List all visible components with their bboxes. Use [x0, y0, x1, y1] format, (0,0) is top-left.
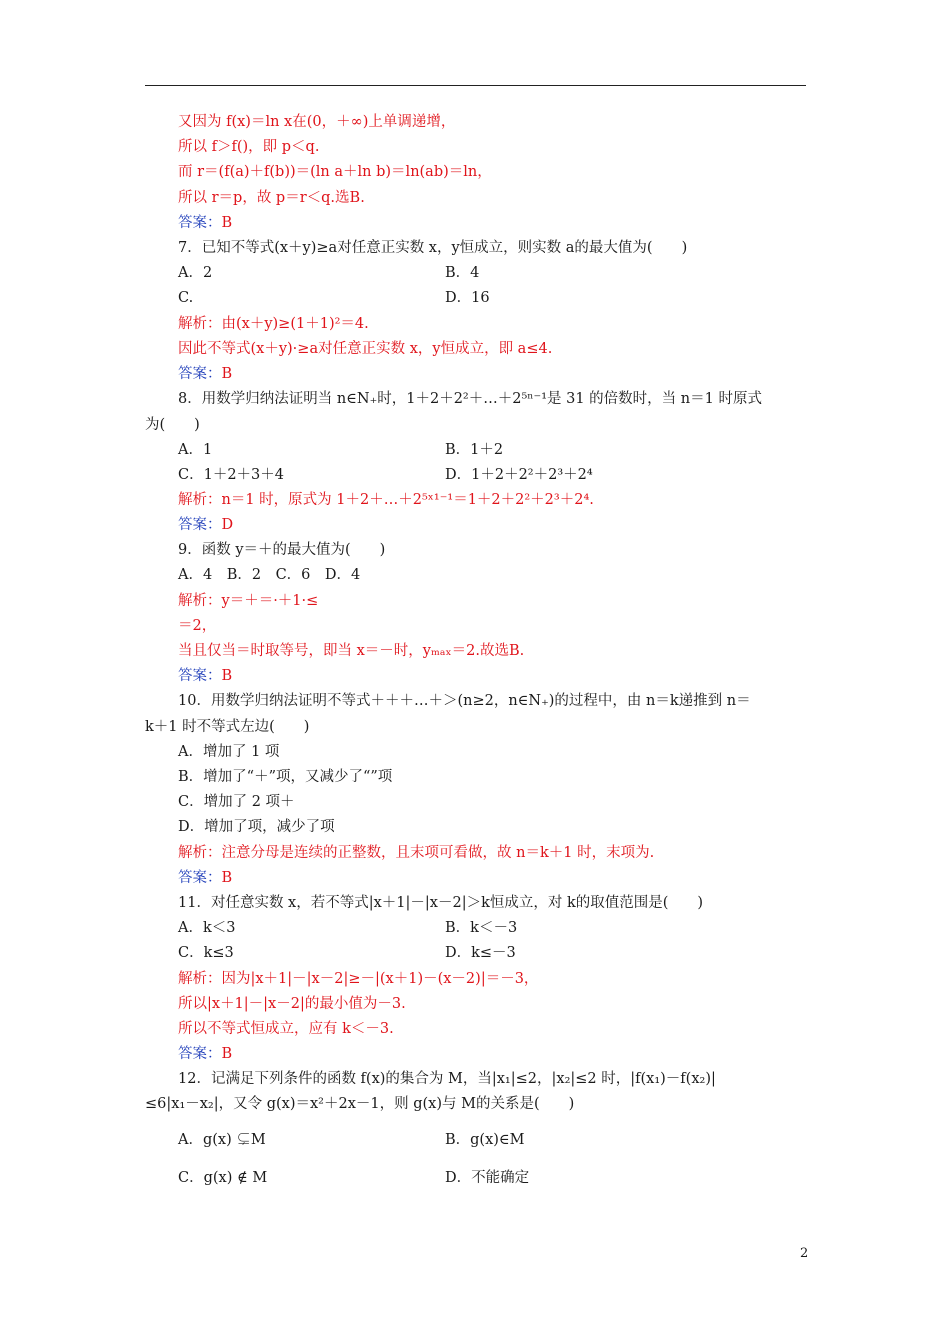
- answer-value: B: [221, 366, 233, 382]
- text-line: 所以 f＞f()，即 p＜q.: [178, 139, 320, 155]
- answer-value: D: [221, 517, 234, 533]
- choice-left: C．1＋2＋3＋4: [178, 467, 284, 483]
- choice-right: D．不能确定: [445, 1170, 530, 1186]
- text-line: 解析：注意分母是连续的正整数，且末项可看做，故 n＝k＋1 时，末项为.: [178, 845, 655, 861]
- choice-right: B．g(x)∈M: [445, 1132, 525, 1148]
- answer-line: [178, 515, 233, 535]
- answer-line: [178, 364, 232, 384]
- text-line: ≤6|x₁－x₂|，又令 g(x)＝x²＋2x－1，则 g(x)与 M的关系是( ): [145, 1096, 575, 1112]
- text-line: 所以 r＝p，故 p＝r＜q.选B.: [178, 190, 365, 206]
- answer-label: 答案：: [178, 215, 222, 231]
- answer-value: B: [221, 1046, 233, 1062]
- page-number: 2: [800, 1246, 809, 1261]
- answer-line: [178, 666, 232, 686]
- text-line: 解析：由(x＋y)≥(1＋1)²＝4.: [178, 316, 369, 332]
- text-line: C．增加了 2 项＋: [178, 794, 295, 810]
- text-line: 又因为 f(x)＝ln x在(0，＋∞)上单调递增，: [178, 114, 456, 130]
- answer-label: 答案：: [178, 668, 222, 684]
- text-line: 解析：因为|x＋1|－|x－2|≥－|(x＋1)－(x－2)|＝－3，: [178, 971, 539, 987]
- text-line: 为( ): [145, 417, 200, 433]
- text-line: ＝2，: [178, 618, 217, 634]
- choice-right: B．k＜－3: [445, 920, 518, 936]
- choice-left: C.: [178, 290, 194, 306]
- text-line: 解析：y＝＋＝·＋1·≤: [178, 593, 319, 609]
- answer-value: B: [221, 215, 233, 231]
- choice-left: C．g(x) ∉ M: [178, 1170, 268, 1186]
- answer-label: 答案：: [178, 517, 222, 533]
- text-line: 10．用数学归纳法证明不等式＋＋＋…＋＞(n≥2，n∈N₊)的过程中，由 n＝k递推到 n＝: [178, 693, 751, 709]
- choice-left: C．k≤3: [178, 945, 234, 961]
- text-line: 解析：n＝1 时，原式为 1＋2＋…＋2⁵ˣ¹⁻¹＝1＋2＋2²＋2³＋2⁴.: [178, 492, 594, 508]
- choice-right: B．1＋2: [445, 442, 504, 458]
- choice-right: D．1＋2＋2²＋2³＋2⁴: [445, 467, 593, 483]
- choice-left: A．1: [178, 442, 213, 458]
- answer-line: [178, 213, 232, 233]
- text-line: k＋1 时不等式左边( ): [145, 719, 310, 735]
- choice-left: A．2: [178, 265, 213, 281]
- choice-left: A．g(x) ⊊M: [178, 1132, 266, 1148]
- text-line: 7．已知不等式(x＋y)≥a对任意正实数 x，y恒成立，则实数 a的最大值为( ): [178, 240, 688, 256]
- text-line: 所以|x＋1|－|x－2|的最小值为－3.: [178, 996, 406, 1012]
- choice-left: A．k＜3: [178, 920, 236, 936]
- choice-right: D．k≤－3: [445, 945, 516, 961]
- choice-right: D．16: [445, 290, 490, 306]
- answer-label: 答案：: [178, 366, 222, 382]
- answer-label: 答案：: [178, 870, 222, 886]
- text-line: 12．记满足下列条件的函数 f(x)的集合为 M，当|x₁|≤2，|x₂|≤2 时，|f(x₁)－f(x₂)|: [178, 1071, 716, 1087]
- text-line: A．4 B．2 C．6 D．4: [178, 567, 361, 583]
- text-line: 11．对任意实数 x，若不等式|x＋1|－|x－2|＞k恒成立，对 k的取值范围是( ): [178, 895, 704, 911]
- text-line: D．增加了项，减少了项: [178, 819, 335, 835]
- text-line: B．增加了“＋”项，又减少了“”项: [178, 769, 393, 785]
- text-line: A．增加了 1 项: [178, 744, 280, 760]
- answer-line: [178, 1044, 232, 1064]
- text-line: 而 r＝(f(a)＋f(b))＝(ln a＋ln b)＝ln(ab)＝ln，: [178, 164, 492, 180]
- answer-line: [178, 868, 232, 888]
- text-line: 因此不等式(x＋y)·≥a对任意正实数 x，y恒成立，即 a≤4.: [178, 341, 553, 357]
- text-line: 所以不等式恒成立，应有 k＜－3.: [178, 1021, 394, 1037]
- answer-label: 答案：: [178, 1046, 222, 1062]
- text-line: 9．函数 y＝＋的最大值为( ): [178, 542, 386, 558]
- answer-value: B: [221, 668, 233, 684]
- text-line: 8．用数学归纳法证明当 n∈N₊时，1＋2＋2²＋…＋2⁵ⁿ⁻¹是 31 的倍数时，当 n＝1 时原式: [178, 391, 762, 407]
- text-line: 当且仅当＝时取等号，即当 x＝－时，yₘₐₓ＝2.故选B.: [178, 643, 525, 659]
- choice-right: B．4: [445, 265, 480, 281]
- answer-value: B: [221, 870, 233, 886]
